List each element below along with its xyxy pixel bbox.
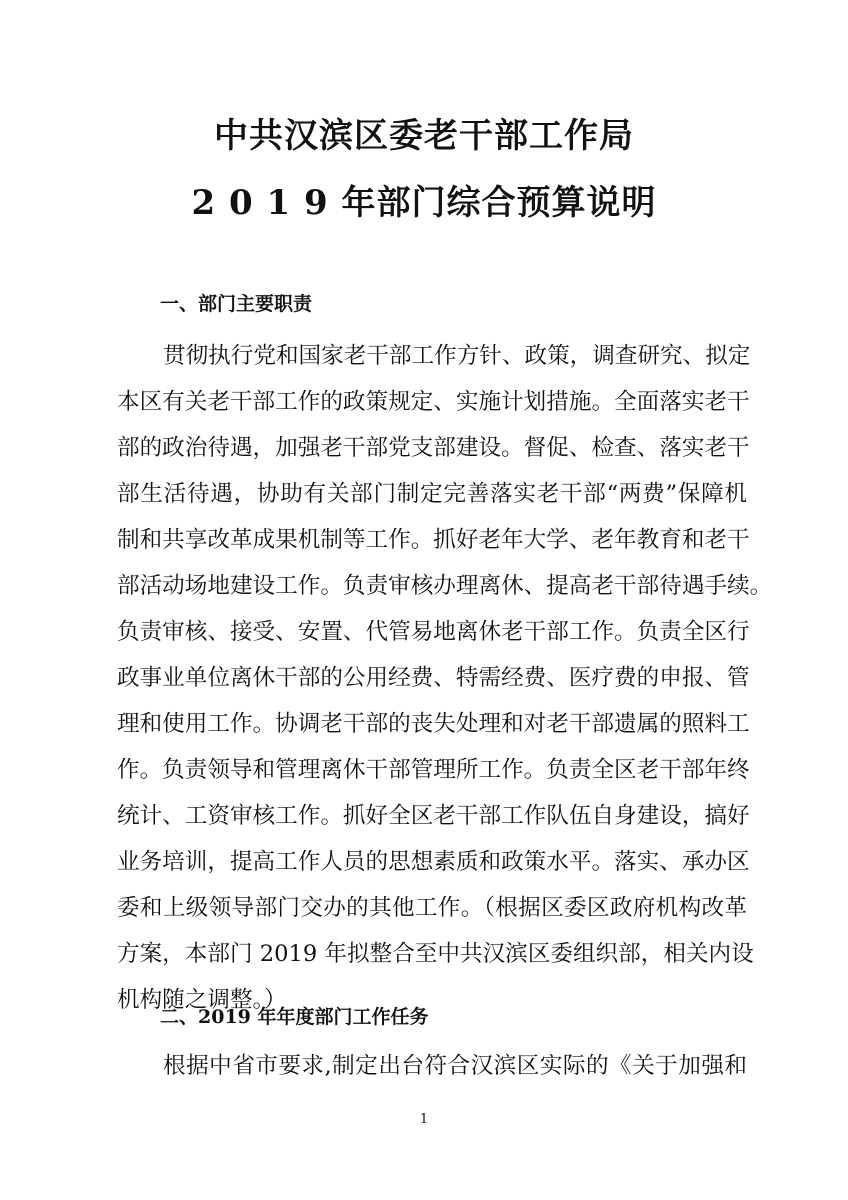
section-heading-tasks: 二、2019 年年度部门工作任务 [160,1006,429,1028]
paragraph-line: 委和上级领导部门交办的其他工作。（根据区委区政府机构改革 [117,895,747,921]
paragraph-line: 制和共享改革成果机制等工作。抓好老年大学、老年教育和老干 [117,527,750,553]
paragraph-line: 理和使用工作。协调老干部的丧失处理和对老干部遗属的照料工 [117,711,750,737]
section-body-tasks-line: 根据中省市要求,制定出台符合汉滨区实际的《关于加强和 [163,1053,747,1079]
paragraph-line: 贯彻执行党和国家老干部工作方针、政策，调查研究、拟定 [163,343,751,369]
paragraph-line: 作。负责领导和管理离休干部管理所工作。负责全区老干部年终 [117,757,750,783]
section-body-responsibilities [117,333,773,1023]
paragraph-line: 负责审核、接受、安置、代管易地离休老干部工作。负责全区行 [117,619,750,645]
paragraph-line: 业务培训，提高工作人员的思想素质和政策水平。落实、承办区 [117,849,750,875]
paragraph-line: 部活动场地建设工作。负责审核办理离休、提高老干部待遇手续。 [117,573,773,599]
paragraph-line: 部生活待遇，协助有关部门制定完善落实老干部“两费”保障机 [117,481,747,507]
paragraph-line: 机构随之调整。） [117,987,287,1013]
page-number: 1 [419,1112,429,1127]
paragraph-line: 本区有关老干部工作的政策规定、实施计划措施。全面落实老干 [117,389,750,415]
section-heading-responsibilities: 一、部门主要职责 [160,293,313,315]
document-title-line-1: 中共汉滨区委老干部工作局 [214,116,634,156]
paragraph-line: 部的政治待遇，加强老干部党支部建设。督促、检查、落实老干 [117,435,750,461]
document-title-line-2: 2 0 1 9 年部门综合预算说明 [191,183,657,223]
paragraph-line: 政事业单位离休干部的公用经费、特需经费、医疗费的申报、管 [117,665,750,691]
paragraph-line: 统计、工资审核工作。抓好全区老干部工作队伍自身建设，搞好 [117,803,750,829]
paragraph-line: 方案，本部门 2019 年拟整合至中共汉滨区委组织部，相关内设 [117,941,754,967]
